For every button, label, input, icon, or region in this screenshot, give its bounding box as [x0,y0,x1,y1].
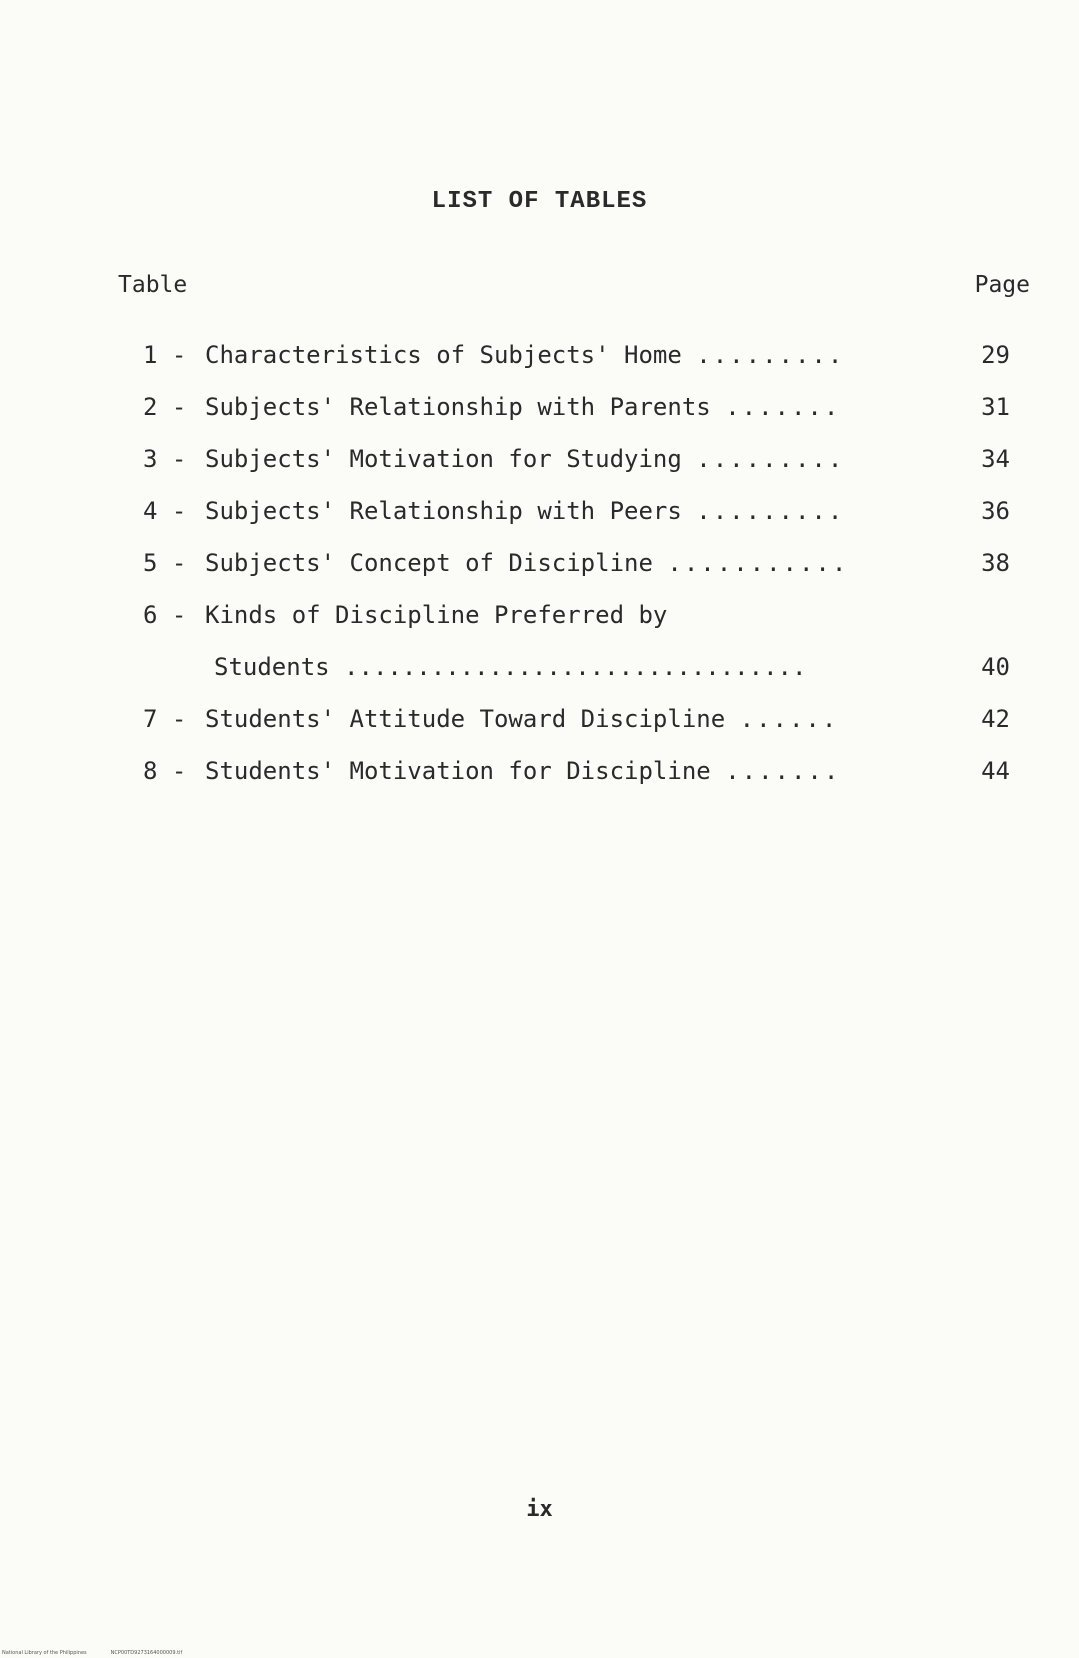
table-number: 3 - [143,445,187,473]
table-title: Subjects' Relationship with Parents [205,393,711,421]
page-number: 40 [981,653,1010,681]
leader-dots: ...... [739,705,839,733]
leader-dots: ......... [696,445,845,473]
page-number: 38 [981,549,1010,577]
list-item [143,380,903,434]
page-number: 34 [981,445,1010,473]
table-number: 8 - [143,757,187,785]
leader-dots: ......... [696,497,845,525]
leader-dots: ....... [725,757,841,785]
list-item [143,484,903,538]
page-number: 42 [981,705,1010,733]
table-number: 4 - [143,497,187,525]
table-title-continuation: Students [214,653,330,681]
list-item [143,328,903,382]
page-number: 44 [981,757,1010,785]
table-title: Students' Motivation for Discipline [205,757,711,785]
list-item-continuation [214,640,904,694]
table-title: Students' Attitude Toward Discipline [205,705,726,733]
page-number: 36 [981,497,1010,525]
page-number: 31 [981,393,1010,421]
page-column-header: Page [974,272,1030,298]
table-number: 2 - [143,393,187,421]
list-item [143,536,903,590]
scan-footer [2,1650,206,1656]
list-item [143,432,903,486]
list-item [143,692,903,746]
table-number: 6 - [143,601,187,629]
table-number: 1 - [143,341,187,369]
leader-dots: ......... [696,341,845,369]
table-title: Subjects' Motivation for Studying [205,445,682,473]
page-number: 29 [981,341,1010,369]
list-item [143,588,903,642]
page-title: LIST OF TABLES [431,188,648,215]
leader-dots: ....... [725,393,841,421]
footer-library: National Library of the Philippines [2,1650,87,1656]
footer-file: NCP00TD9273164000009.tif [110,1650,183,1656]
table-title: Subjects' Concept of Discipline [205,549,653,577]
table-title: Subjects' Relationship with Peers [205,497,682,525]
table-number: 7 - [143,705,187,733]
table-title: Characteristics of Subjects' Home [205,341,682,369]
list-item [143,744,903,798]
table-number: 5 - [143,549,187,577]
folio-page-number: ix [526,1497,553,1522]
table-title: Kinds of Discipline Preferred by [205,601,668,629]
leader-dots: ................................ [344,653,807,681]
table-column-header: Table [118,272,188,298]
leader-dots: ........... [667,549,849,577]
